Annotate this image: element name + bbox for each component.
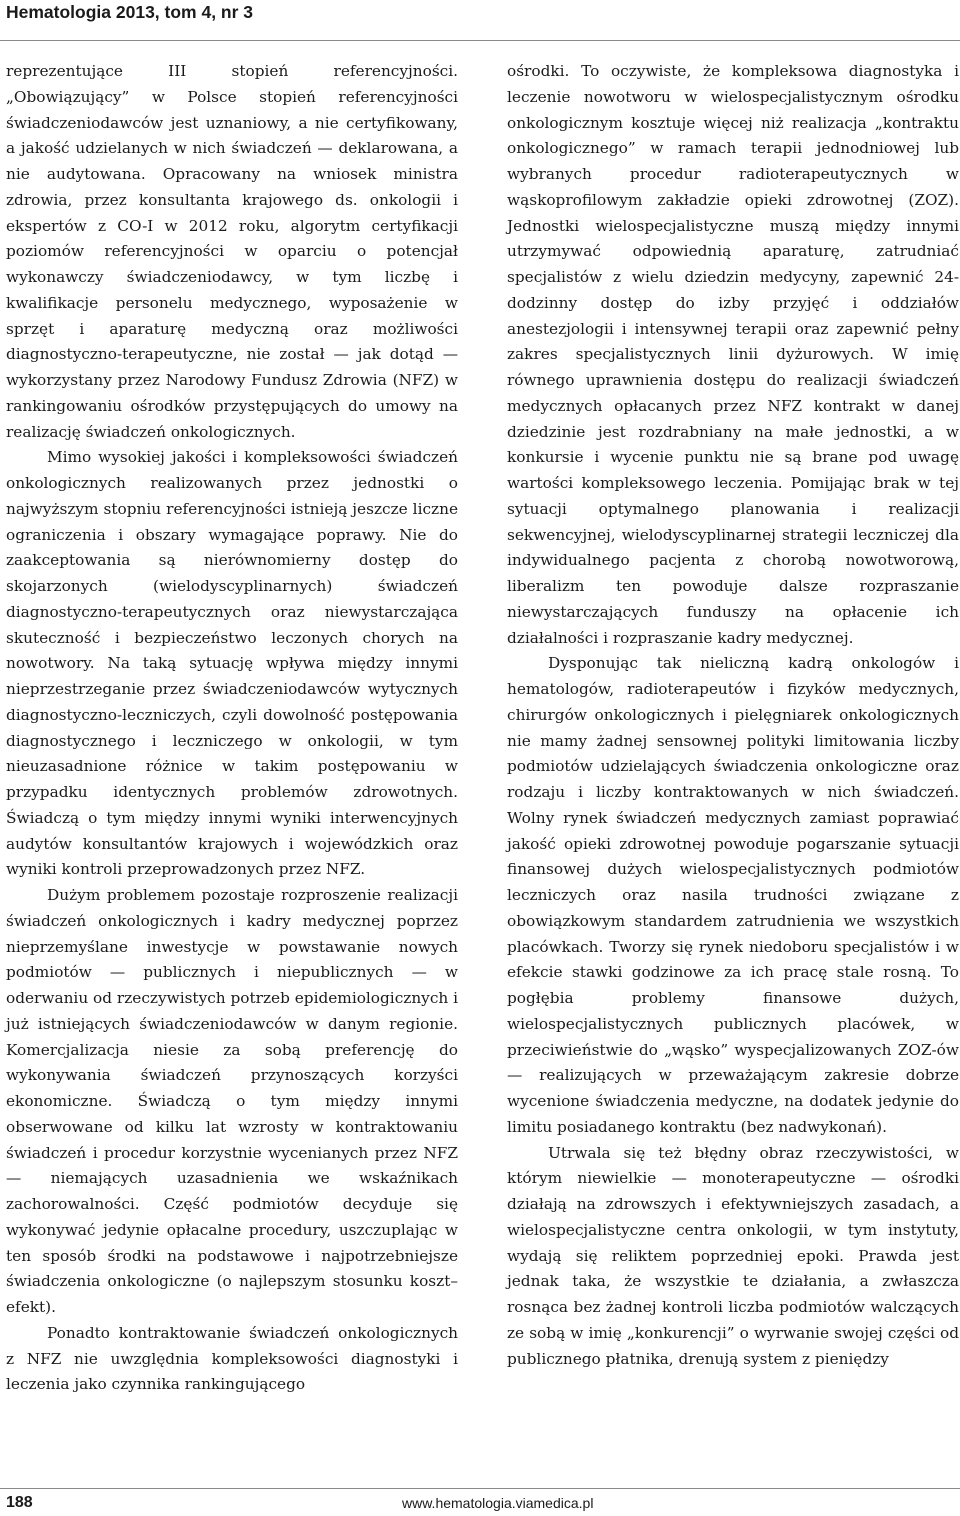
journal-url[interactable]: www.hematologia.viamedica.pl [402, 1495, 594, 1511]
right-paragraph-1: ośrodki. To oczywiste, że kompleksowa diagnostyka i leczenie nowotworu w wielospecjalistycznym ośrodku onkologicznym kosztuje więcej niż realizacja „kontraktu onkologicznego” w ramach terapii jednodniowej lub wybranych procedur radioterapeutycznych w wąskoprofilowym zakładzie opieki zdrowotnej (ZOZ). Jednostki wielospecjalistyczne muszą między innymi utrzymywać odpowiednią aparaturę, zatrudniać specjalistów z wielu dziedzin medycyny, zapewnić 24-dodzinny dostęp do izby przyjęć i oddziałów anestezjologii i intensywnej terapii oraz zapewnić pełny zakres specjalistycznych linii dyżurowych. W imię równego uprawnienia dostępu do realizacji świadczeń medycznych opłacanych przez NFZ kontrakt w danej dziedzinie jest rozdrabniany na małe jednostki, a w konkursie i wycenie punktu nie są brane pod uwagę wartości kompleksowego leczenia. Pomijając brak w tej sytuacji optymalnego planowania i realizacji sekwencyjnej, wielodyscyplinarnej strategii leczniczej dla indywidualnego pacjenta z chorobą nowotworową, liberalizm ten powoduje dalsze rozpraszanie niewystarczających funduszy na opłacenie ich działalności i rozpraszanie kadry medycznej. [507, 62, 959, 647]
journal-header: Hematologia 2013, tom 4, nr 3 [6, 2, 254, 22]
left-column [6, 59, 458, 1398]
left-paragraph-1: reprezentujące III stopień referencyjności. „Obowiązujący” w Polsce stopień referencyjności świadczeniodawców jest uznaniowy, a nie certyfikowany, a jakość udzielanych w nich świadczeń — deklarowana, a nie audytowana. Opracowany na wniosek ministra zdrowia, przez konsultanta krajowego ds. onkologii i ekspertów z CO-I w 2012 roku, algorytm certyfikacji poziomów referencyjności w oparciu o potencjał wykonawczy świadczeniodawcy, w tym liczbę i kwalifikacje personelu medycznego, wyposażenie w sprzęt i aparaturę medyczną oraz możliwości diagnostyczno-terapeutyczne, nie został — jak dotąd — wykorzystany przez Narodowy Fundusz Zdrowia (NFZ) w rankingowaniu ośrodków przystępujących do umowy na realizację świadczeń onkologicznych. [6, 62, 458, 441]
header-rule [0, 40, 960, 41]
left-paragraph-2: Mimo wysokiej jakości i kompleksowości świadczeń onkologicznych realizowanych przez jednostki o najwyższym stopniu referencyjności istnieją jeszcze liczne ograniczenia i obszary wymagające poprawy. Nie do zaakceptowania są nierównomierny dostęp do skojarzonych (wielodyscyplinarnych) świadczeń diagnostyczno-terapeutycznych oraz niewystarczająca skuteczność i bezpieczeństwo leczonych chorych na nowotwory. Na taką sytuację wpływa między innymi nieprzestrzeganie przez świadczeniodawców wytycznych diagnostyczno-leczniczych, czyli dowolność postępowania diagnostycznego i leczniczego w onkologii, w tym nieuzasadnione różnice w takim postępowaniu w przypadku identycznych problemów zdrowotnych. Świadczą o tym między innymi wyniki interwencyjnych audytów konsultantów krajowych i wojewódzkich oraz wyniki kontroli przeprowadzonych przez NFZ. [6, 448, 458, 879]
left-paragraph-3: Dużym problemem pozostaje rozproszenie realizacji świadczeń onkologicznych i kadry medycznej poprzez nieprzemyślane inwestycje w powstawanie nowych podmiotów — publicznych i niepublicznych — w oderwaniu od rzeczywistych potrzeb epidemiologicznych i już istniejących świadczeniodawców w danym regionie. Komercjalizacja niesie za sobą preferencję do wykonywania świadczeń przynoszących korzyści ekonomiczne. Świadczą o tym między innymi obserwowane od kilku lat wzrosty w kontraktowaniu świadczeń i procedur korzystnie wycenianych przez NFZ — niemających uzasadnienia we wskaźnikach zachorowalności. Część podmiotów decyduje się wykonywać jedynie opłacalne procedury, uszczuplając w ten sposób środki na podstawowe i najpotrzebniejsze świadczenia onkologiczne (o najlepszym stosunku koszt–efekt). [6, 886, 458, 1316]
right-column [507, 59, 959, 1372]
right-paragraph-3: Utrwala się też błędny obraz rzeczywistości, w którym niewielkie — monoterapeutyczne — ośrodki działają na zdrowszych i efektywniejszych zasadach, a wielospecjalistyczne centra onkologii, w tym instytuty, wydają się reliktem poprzedniej epoki. Prawda jest jednak taka, że wszystkie te działania, a zwłaszcza rosnąca bez żadnej kontroli liczba podmiotów walczących ze sobą w imię „konkurencji” o wyrwanie swojej części od publicznego płatnika, drenują system z pieniędzy [507, 1143, 959, 1368]
footer-rule [0, 1488, 960, 1489]
page-number: 188 [6, 1494, 33, 1511]
left-paragraph-4: Ponadto kontraktowanie świadczeń onkologicznych z NFZ nie uwzględnia kompleksowości diagnostyki i leczenia jako czynnika rankingującego [6, 1323, 458, 1394]
right-paragraph-2: Dysponując tak nieliczną kadrą onkologów i hematologów, radioterapeutów i fizyków medycznych, chirurgów onkologicznych i pielęgniarek onkologicznych nie mamy żadnej sensownej polityki limitowania liczby podmiotów udzielających świadczenia onkologiczne oraz rodzaju i liczby kontraktowanych w nich świadczeń. Wolny rynek świadczeń medycznych zamiast poprawiać jakość opieki zdrowotnej powoduje pogarszanie sytuacji finansowej dużych wielospecjalistycznych podmiotów leczniczych oraz nasila trudności związane z obowiązkowym standardem zatrudnienia we wszystkich placówkach. Tworzy się rynek niedoboru specjalistów i w efekcie stawki godzinowe za ich pracę stale rosną. To pogłębia problemy finansowe dużych, wielospecjalistycznych publicznych placówek, w przeciwieństwie do „wąsko” wyspecjalizowanych ZOZ-ów — realizujących w przeważającym zakresie dobrze wycenione świadczenia medyczne, na dodatek jedynie do limitu posiadanego kontraktu (bez nadwykonań). [507, 654, 959, 1136]
